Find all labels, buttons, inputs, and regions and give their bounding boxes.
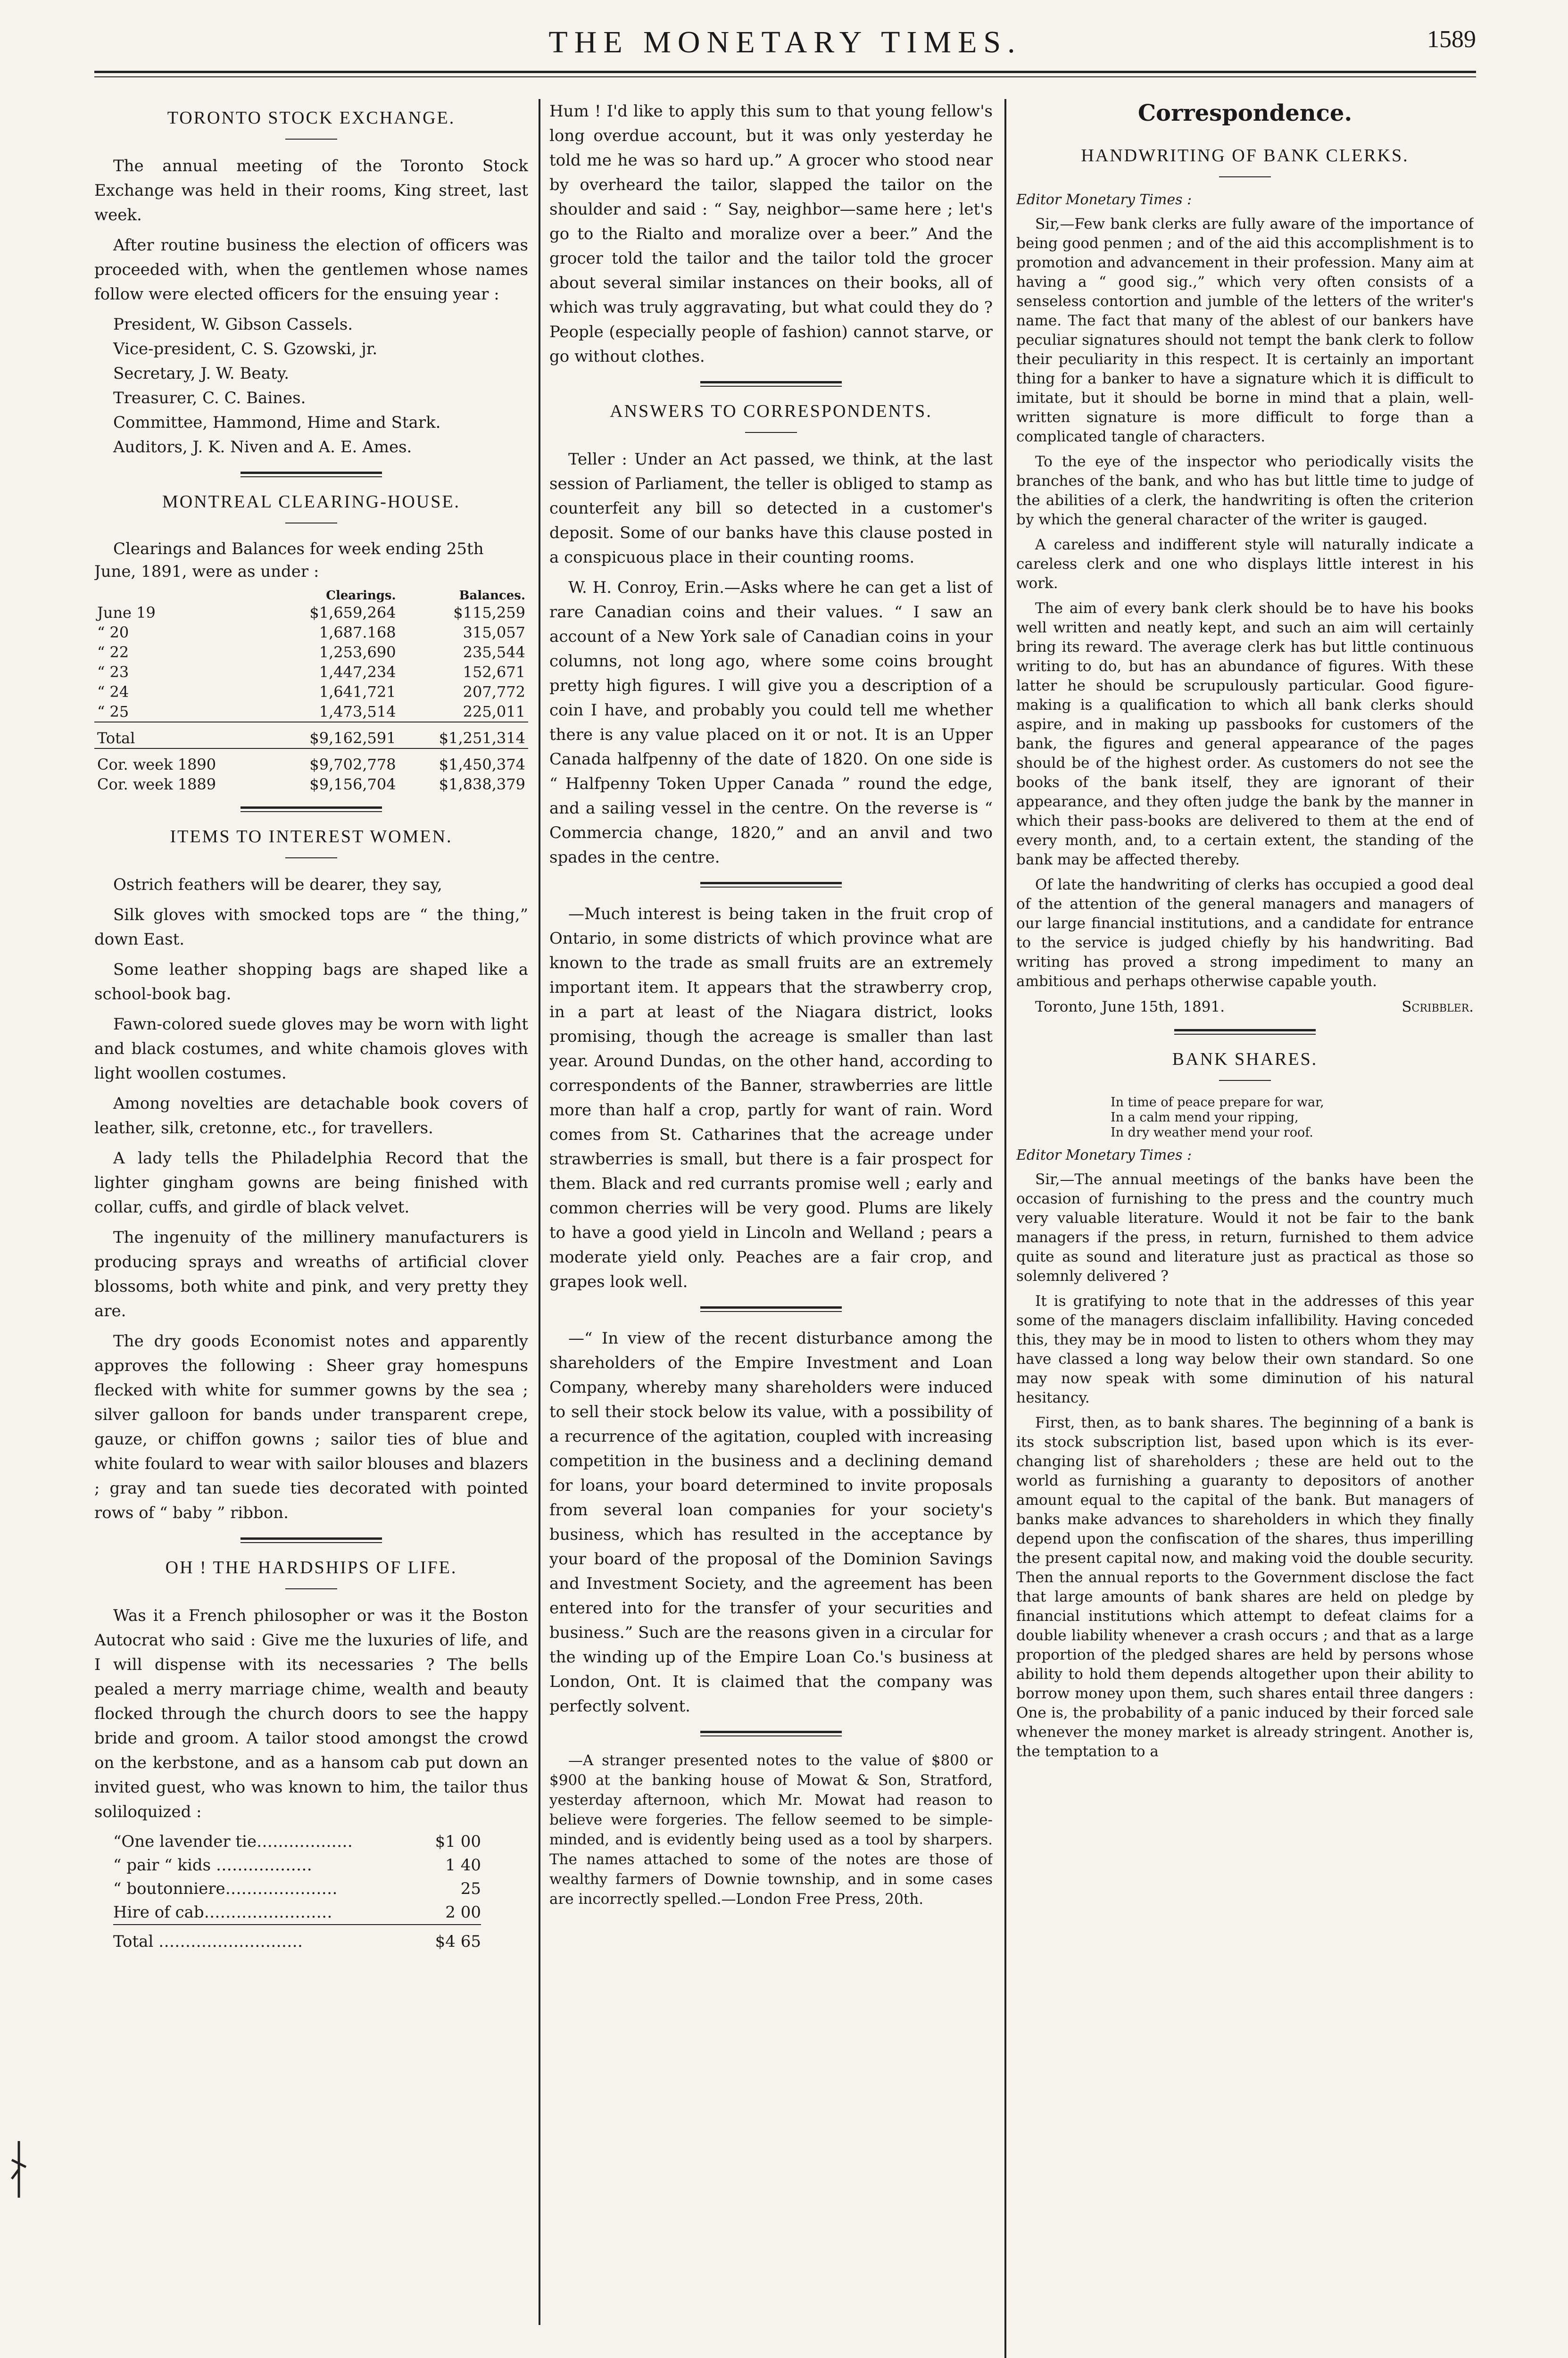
motto-line: In dry weather mend your roof. bbox=[1111, 1125, 1313, 1140]
short-rule bbox=[285, 857, 337, 858]
bill-total-row bbox=[113, 1930, 481, 1953]
cor-label: Cor. week 1889 bbox=[97, 775, 216, 793]
paragraph: Was it a French philosopher or was it the Boston Autocrat who said : Give me the luxuries of life, and I will dispense with its necessaries ? The bells pealed a merry marriage chime, wealth and beauty flocked through the church doors to see the happy bride and groom. A tailor stood amongst the crowd on the kerbstone, and as a hansom cab put down an invited guest, who was known to him, the tailor thus soliloquized : bbox=[94, 1606, 528, 1821]
paragraph: Of late the handwriting of clerks has occupied a good deal of the attention of the general managers and managers of our large financial institutions, and a candidate for entrance to the service is judged chiefly by his handwriting. Bad writing has proved a strong impediment to many an ambitious and perhaps otherwise capable youth. bbox=[1016, 876, 1474, 990]
short-rule bbox=[285, 139, 337, 140]
motto-line: In a calm mend your ripping, bbox=[1111, 1110, 1299, 1125]
sign-name: Scribbler. bbox=[1402, 998, 1474, 1015]
table-row bbox=[94, 603, 528, 623]
heading-answers: ANSWERS TO CORRESPONDENTS. bbox=[610, 401, 932, 421]
paragraph: The aim of every bank clerk should be to have his books well written and neatly kept, and such an aim will certainly bring its reward. The average clerk has but little continuous writing to do, but has an abundance of figures. With these latter he should be scrupulously particular. Good figure-making is a qualification to which all bank clerks should aspire, and in making up passbooks for customers of the bank, the figures and general appearance of the pages should be of the highest order. As customers do not see the books of the bank itself, they are ignorant of their appearance, and they often judge the bank by the manner in which their pass-books are delivered to them at the end of every month, and, to a certain extent, the standing of the bank may be affected thereby. bbox=[1016, 600, 1474, 868]
section-separator bbox=[700, 1306, 842, 1312]
sign-place: Toronto, June 15th, 1891. bbox=[1035, 998, 1225, 1015]
clearing-intro: Clearings and Balances for week ending 25th June, 1891, were as under : bbox=[94, 540, 484, 581]
table-row bbox=[94, 662, 528, 682]
heading-women: ITEMS TO INTEREST WOMEN. bbox=[170, 827, 453, 847]
table-row-cor1890 bbox=[94, 748, 528, 774]
bill-amount: $1 00 bbox=[435, 1832, 481, 1851]
bill-row bbox=[113, 1901, 481, 1925]
column-divider-2 bbox=[1004, 99, 1006, 2358]
table-row bbox=[94, 702, 528, 722]
bill-item: “One lavender tie……………… bbox=[113, 1832, 353, 1851]
paragraph: Silk gloves with smocked tops are “ the thing,” down East. bbox=[94, 905, 528, 949]
short-rule bbox=[745, 432, 797, 433]
row-clearings: 1,641,721 bbox=[319, 683, 396, 701]
column-divider-1 bbox=[539, 99, 540, 2325]
masthead-rule bbox=[94, 71, 1476, 73]
newspaper-title: THE MONETARY TIMES. bbox=[548, 25, 1022, 59]
paragraph: After routine business the election of officers was proceeded with, when the gentlemen whose names follow were elected officers for the ensuing year : bbox=[94, 236, 528, 304]
row-balances: 207,772 bbox=[463, 683, 525, 701]
heading-stock-exchange: TORONTO STOCK EXCHANGE. bbox=[167, 108, 456, 128]
signature-line bbox=[1016, 997, 1474, 1017]
row-date: “ 22 bbox=[97, 643, 129, 661]
row-balances: 225,011 bbox=[463, 703, 525, 721]
paragraph: The dry goods Economist notes and apparently approves the following : Sheer gray homespuns flecked with white for summer gowns by the sea ; silver galloon for bands under transparent crepe, gauze, or chiffon gowns ; sailor ties of blue and white foulard to wear with sailor blouses and blazers ; gray and tan suede ties decorated with pointed rows of “ baby ” ribbon. bbox=[94, 1332, 528, 1522]
officer-item: Vice-president, C. S. Gzowski, jr. bbox=[113, 340, 378, 358]
row-clearings: 1,473,514 bbox=[319, 703, 396, 721]
article-stock-exchange bbox=[94, 108, 528, 459]
paragraph: To the eye of the inspector who periodically visits the branches of the bank, and who has but little time to judge of the abilities of a clerk, the handwriting is often the criterion by which the general character of the writer is gauged. bbox=[1016, 453, 1474, 528]
paragraph-stranger: —A stranger presented notes to the value of $800 or $900 at the banking house of Mowat & Son, Stratford, yesterday afternoon, which Mr. Mowat had reason to believe were forgeries. The fellow seemed to be simple-minded, and is evidently being used as a tool by sharpers. The names attached to some of the notes are those of wealthy farmers of Downie township, and in some cases are incorrectly spelled.—London Free Press, 20th. bbox=[549, 1752, 993, 1908]
cor-clearings: $9,702,778 bbox=[269, 748, 398, 774]
col-balances: Balances. bbox=[459, 589, 525, 603]
row-balances: 235,544 bbox=[463, 643, 525, 661]
total-balances: $1,251,314 bbox=[399, 722, 528, 748]
paragraph: A careless and indifferent style will naturally indicate a careless clerk and one who displays little interest in his work. bbox=[1016, 536, 1474, 592]
article-clearing-house bbox=[94, 491, 528, 794]
officer-item: Treasurer, C. C. Baines. bbox=[113, 389, 306, 407]
editor-salutation: Editor Monetary Times : bbox=[1016, 191, 1192, 208]
row-balances: 152,671 bbox=[463, 663, 525, 681]
section-separator bbox=[700, 381, 842, 387]
bill-total-amount: $4 65 bbox=[435, 1932, 481, 1951]
paragraph: Teller : Under an Act passed, we think, at the last session of Parliament, the teller is obliged to stamp as counterfeit any bill so detected in a customer's deposit. Some of our banks have this clause posted in a conspicuous place in their counting rooms. bbox=[549, 450, 993, 567]
paragraph-empire: —“ In view of the recent disturbance among the shareholders of the Empire Investment and Loan Company, whereby many shareholders were induced to sell their stock below its value, with a possibility of a recurrence of the agitation, coupled with increasing competition in the business and a declining demand for loans, your board determined to invite proposals from several loan companies for your society's business, which has resulted in the acceptance by your board of the proposal of the Dominion Savings and Investment Society, and the agreement has been entered into for the transfer of your securities and business.” Such are the reasons given in a circular for the winding up of the Empire Loan Co.'s business at London, Ont. It is claimed that the company was perfectly solvent. bbox=[549, 1329, 993, 1716]
heading-bank-shares: BANK SHARES. bbox=[1172, 1049, 1318, 1069]
clearing-table bbox=[94, 589, 528, 794]
section-separator bbox=[700, 882, 842, 888]
total-label: Total bbox=[94, 722, 269, 748]
bill-item: “ boutonniere………………… bbox=[113, 1879, 338, 1898]
table-row-cor1889 bbox=[94, 774, 528, 794]
heading-handwriting: HANDWRITING OF BANK CLERKS. bbox=[1081, 146, 1409, 166]
section-separator bbox=[241, 806, 382, 812]
paragraph: Some leather shopping bags are shaped like a school-book bag. bbox=[94, 960, 528, 1004]
cor-balances: $1,838,379 bbox=[439, 775, 525, 793]
officer-item: Secretary, J. W. Beaty. bbox=[113, 364, 290, 383]
officer-item: Committee, Hammond, Hime and Stark. bbox=[113, 413, 441, 432]
row-date: “ 24 bbox=[97, 683, 129, 701]
table-total-row bbox=[94, 722, 528, 748]
masthead bbox=[94, 25, 1476, 67]
row-clearings: 1,447,234 bbox=[319, 663, 396, 681]
section-separator bbox=[1174, 1029, 1316, 1035]
bill-amount: 1 40 bbox=[445, 1856, 481, 1875]
row-clearings: $1,659,264 bbox=[309, 604, 396, 622]
paragraph-continued: Hum ! I'd like to apply this sum to that young fellow's long overdue account, but it was only yesterday he told me he was so hard up.” A grocer who stood near by overheard the tailor, slapped the tailor on the shoulder and said : “ Say, neighbor—same here ; let's go to the Rialto and moralize over a beer.” And the grocer told the tailor and the tailor told the grocer about several similar instances on their books, all of which was truly aggravating, but what could they do ? People (especially people of fashion) cannot starve, or go without clothes. bbox=[549, 102, 993, 366]
tailor-bill bbox=[94, 1830, 528, 1953]
article-handwriting bbox=[1016, 145, 1474, 1017]
heading-hardships: OH ! THE HARDSHIPS OF LIFE. bbox=[165, 1558, 457, 1578]
officer-item: President, W. Gibson Cassels. bbox=[113, 315, 353, 334]
paragraph: Sir,—Few bank clerks are fully aware of the importance of being good penmen ; and of the aid this accomplishment is to promotion and advancement in their profession. Many aim at having a “ good sig.,” which very often consists of a senseless contortion and jumble of the letters of the writer's name. The fact that many of the ablest of our bankers have peculiar signatures should not tempt the bank clerk to follow their peculiarity in this respect. It is certainly an important thing for a banker to have a signature which it is difficult to imitate, but it should be borne in mind that a plain, well-written signature is more difficult to forge than a complicated tangle of characters. bbox=[1016, 216, 1474, 445]
column-3 bbox=[1016, 99, 1474, 2353]
bill-amount: 2 00 bbox=[445, 1903, 481, 1922]
short-rule bbox=[1219, 1080, 1271, 1081]
row-date: “ 23 bbox=[97, 663, 129, 681]
row-balances: $115,259 bbox=[453, 604, 525, 622]
paragraph: W. H. Conroy, Erin.—Asks where he can get a list of rare Canadian coins and their values. “ I saw an account of a New York sale of Canadian coins in your columns, not long ago, where some coins brought pretty high figures. I will give you a description of a coin I have, and probably you could tell me whether there is any value placed on it or not. It is an Upper Canada halfpenny of the date of 1820. On one side is “ Halfpenny Token Upper Canada ” round the edge, and a sailing vessel in the centre. On the reverse is “ Commercia change, 1820,” and an anvil and two spades in the centre. bbox=[549, 578, 993, 867]
row-date: “ 20 bbox=[97, 623, 129, 641]
article-bank-shares bbox=[1016, 1049, 1474, 1761]
column-2 bbox=[549, 99, 993, 2316]
row-date: “ 25 bbox=[97, 703, 129, 721]
article-hardships bbox=[94, 1557, 528, 1953]
page-number: 1589 bbox=[1427, 26, 1476, 53]
paragraph: It is gratifying to note that in the addresses of this year some of the managers disclaim infallibility. Having conceded this, they may be in mood to listen to others whom they may have classed a long way below their own standard. So one may now speak with some diminution of his natural hesitancy. bbox=[1016, 1293, 1474, 1406]
officer-item: Auditors, J. K. Niven and A. E. Ames. bbox=[113, 438, 412, 457]
masthead-rule-thin bbox=[94, 76, 1476, 77]
cor-balances: $1,450,374 bbox=[399, 748, 528, 774]
section-separator bbox=[241, 472, 382, 477]
motto bbox=[1016, 1095, 1474, 1140]
section-separator bbox=[700, 1731, 842, 1736]
paragraph: Among novelties are detachable book covers of leather, silk, cretonne, etc., for travellers. bbox=[94, 1094, 528, 1137]
bill-amount: 25 bbox=[460, 1879, 481, 1898]
total-clearings: $9,162,591 bbox=[269, 722, 398, 748]
table-row bbox=[94, 682, 528, 702]
cor-label: Cor. week 1890 bbox=[94, 748, 269, 774]
table-header bbox=[94, 589, 528, 603]
table-row bbox=[94, 623, 528, 642]
bill-total-label: Total ……………………… bbox=[113, 1932, 303, 1951]
col-clearings: Clearings. bbox=[326, 589, 396, 603]
short-rule bbox=[285, 1588, 337, 1589]
cor-clearings: $9,156,704 bbox=[309, 775, 396, 793]
row-clearings: 1,253,690 bbox=[319, 643, 396, 661]
margin-mark-icon bbox=[9, 2141, 28, 2198]
bill-row bbox=[113, 1830, 481, 1853]
bill-item: Hire of cab…………………… bbox=[113, 1903, 332, 1922]
editor-salutation: Editor Monetary Times : bbox=[1016, 1147, 1192, 1163]
officers-list bbox=[94, 312, 528, 459]
paragraph-fruit: —Much interest is being taken in the fruit crop of Ontario, in some districts of which province what are known to the trade as small fruits are an extremely important item. It appears that the strawberry crop, in a part at least of the Niagara district, looks promising, though the acreage is smaller than last year. Around Dundas, on the other hand, according to correspondents of the Banner, strawberries are little more than half a crop, partly for want of rain. Word comes from St. Catharines that the acreage under strawberries is small, but there is a fair prospect for them. Black and red currants promise well ; early and common cherries will be very good. Plums are likely to have a good yield in Lincoln and Welland ; pears a moderate yield only. Peaches are a fair crop, and grapes look well. bbox=[549, 905, 993, 1291]
paragraph: Ostrich feathers will be dearer, they say, bbox=[113, 875, 442, 894]
bill-row bbox=[113, 1877, 481, 1901]
article-women bbox=[94, 826, 528, 1525]
bill-item: “ pair “ kids ……………… bbox=[113, 1856, 312, 1875]
paragraph: Fawn-colored suede gloves may be worn with light and black costumes, and white chamois gloves with light woollen costumes. bbox=[94, 1015, 528, 1083]
heading-clearing-house: MONTREAL CLEARING-HOUSE. bbox=[162, 492, 461, 512]
article-answers bbox=[549, 401, 993, 870]
row-clearings: 1,687.168 bbox=[319, 623, 396, 641]
row-balances: 315,057 bbox=[463, 623, 525, 641]
correspondence-title: Correspondence. bbox=[1137, 100, 1352, 126]
paragraph: Sir,—The annual meetings of the banks have been the occasion of furnishing to the press and the country much very valuable literature. Would it not be fair to the bank managers if the press, in return, furnished to them advice quite as sound and literature just as practical as those so solemnly delivered ? bbox=[1016, 1171, 1474, 1285]
motto-line: In time of peace prepare for war, bbox=[1111, 1095, 1324, 1110]
paragraph: First, then, as to bank shares. The beginning of a bank is its stock subscription list, based upon which is its ever-changing list of shareholders ; these are held out to the world as furnishing a guaranty to depositors of another amount equal to the capital of the bank. But managers of banks make advances to shareholders in which they finally depend upon the confiscation of the shares, thus imperilling the present capital now, and making void the double security. Then the annual reports to the Government disclose the fact that large amounts of bank shares are held on pledge by financial institutions which attempt to defeat claims for a double liability whenever a crash occurs ; and that as a large proportion of the pledged shares are held by persons whose ability to hold them depends altogether upon their ability to borrow money upon them, such shares entail three dangers : One is, the probability of a panic induced by their forced sale whenever the money market is already stringent. Another is, the temptation to a bbox=[1016, 1414, 1474, 1760]
paragraph: A lady tells the Philadelphia Record that the lighter gingham gowns are being finished with collar, cuffs, and girdle of black velvet. bbox=[94, 1149, 528, 1217]
paragraph: The annual meeting of the Toronto Stock Exchange was held in their rooms, King street, last week. bbox=[94, 157, 528, 224]
section-separator bbox=[241, 1537, 382, 1543]
short-rule bbox=[1219, 176, 1271, 177]
table-row bbox=[94, 642, 528, 662]
paragraph: The ingenuity of the millinery manufacturers is producing sprays and wreaths of artificial clover blossoms, both white and pink, and very pretty they are. bbox=[94, 1228, 528, 1320]
column-1 bbox=[94, 99, 528, 2316]
row-date: June 19 bbox=[97, 604, 156, 622]
bill-row bbox=[113, 1853, 481, 1877]
